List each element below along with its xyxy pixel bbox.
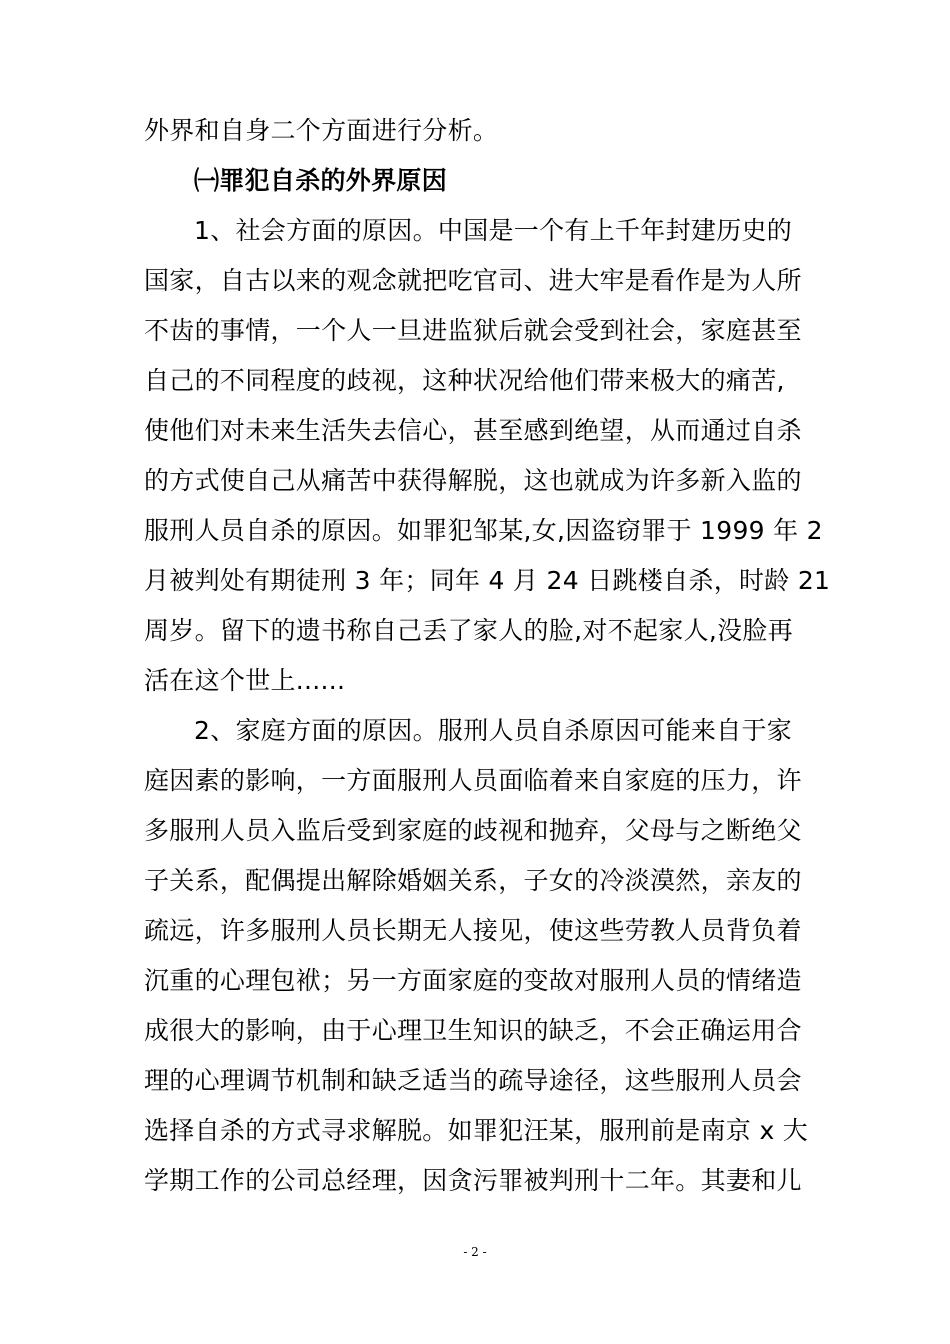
text-line: 学期工作的公司总经理，因贪污罪被判刑十二年。其妻和儿	[144, 1166, 802, 1195]
body-text	[144, 106, 831, 1206]
text-line: 不齿的事情，一个人一旦进监狱后就会受到社会，家庭甚至	[144, 316, 802, 345]
text-line: 外界和自身二个方面进行分析。	[144, 116, 499, 145]
text-line: 的方式使自己从痛苦中获得解脱，这也就成为许多新入监的	[144, 466, 802, 495]
page-number: - 2 -	[463, 1245, 487, 1259]
text-line: 国家，自古以来的观念就把吃官司、进大牢是看作是为人所	[144, 266, 802, 295]
text-line: 周岁。留下的遗书称自己丢了家人的脸,对不起家人,没脸再	[144, 616, 793, 645]
text-line: 活在这个世上......	[144, 666, 346, 695]
section-heading: ㈠罪犯自杀的外界原因	[194, 166, 448, 195]
text-line: 月被判处有期徒刑 3 年；同年 4 月 24 日跳楼自杀，时龄 21	[144, 566, 831, 595]
text-line: 服刑人员自杀的原因。如罪犯邹某,女,因盗窃罪于 1999 年 2	[144, 516, 823, 545]
text-line: 理的心理调节机制和缺乏适当的疏导途径，这些服刑人员会	[144, 1066, 802, 1095]
text-line: 子关系，配偶提出解除婚姻关系，子女的冷淡漠然，亲友的	[144, 866, 802, 895]
text-line: 多服刑人员入监后受到家庭的歧视和抛弃，父母与之断绝父	[144, 816, 802, 845]
paragraph-start-line: 1、社会方面的原因。中国是一个有上千年封建历史的	[194, 216, 793, 245]
text-line: 选择自杀的方式寻求解脱。如罪犯汪某，服刑前是南京 x 大	[144, 1116, 809, 1145]
text-line: 自己的不同程度的歧视，这种状况给他们带来极大的痛苦,	[144, 366, 785, 395]
text-line: 疏远，许多服刑人员长期无人接见，使这些劳教人员背负着	[144, 916, 802, 945]
text-line: 成很大的影响，由于心理卫生知识的缺乏，不会正确运用合	[144, 1016, 802, 1045]
text-line: 庭因素的影响，一方面服刑人员面临着来自家庭的压力，许	[144, 766, 802, 795]
text-line: 使他们对未来生活失去信心，甚至感到绝望，从而通过自杀	[144, 416, 802, 445]
paragraph-start-line: 2、家庭方面的原因。服刑人员自杀原因可能来自于家	[194, 716, 793, 745]
text-line: 沉重的心理包袱；另一方面家庭的变故对服刑人员的情绪造	[144, 966, 802, 995]
